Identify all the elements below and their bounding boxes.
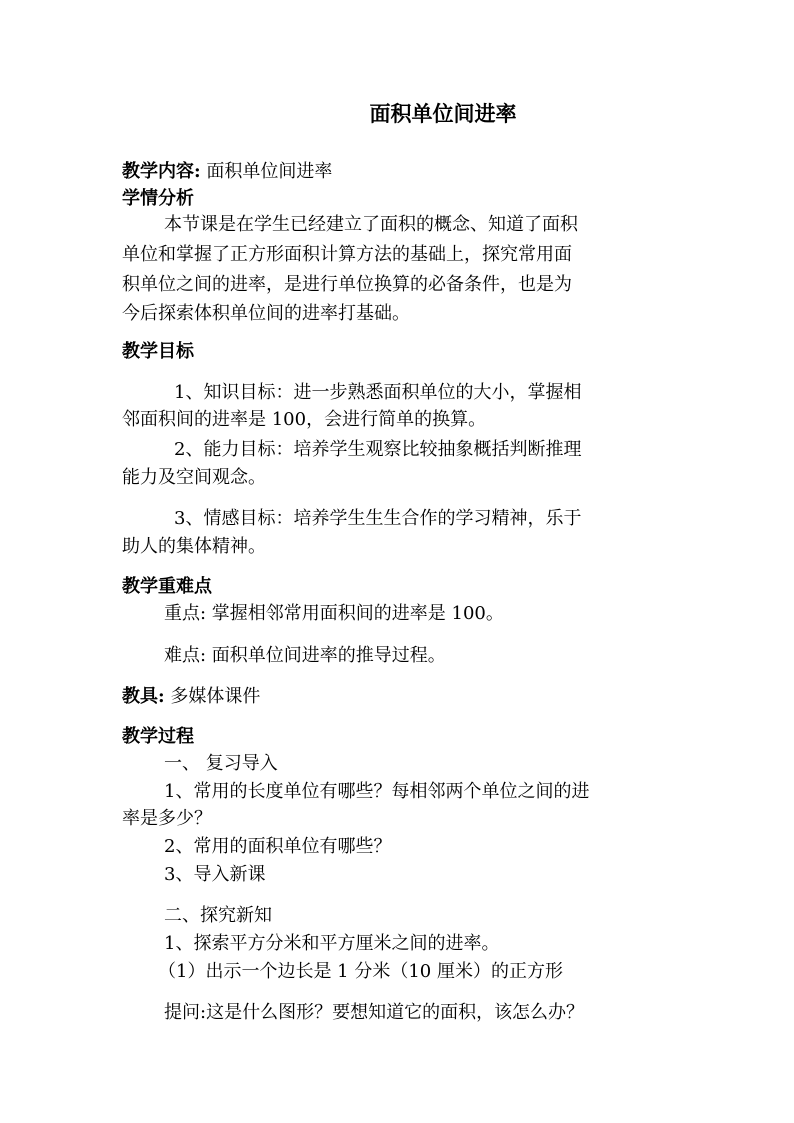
analysis-line: 今后探索体积单位间的进率打基础。 xyxy=(122,303,410,324)
teaching-content-label: 教学内容: xyxy=(122,161,201,182)
process-line: 1、常用的长度单位有哪些？每相邻两个单位之间的进 xyxy=(164,781,590,802)
process-line: 二、探究新知 xyxy=(164,905,272,926)
process-line: 3、导入新课 xyxy=(164,864,266,885)
goal-line: 2、能力目标：培养学生观察比较抽象概括判断推理 xyxy=(174,439,582,460)
teaching-content-line xyxy=(122,161,332,183)
analysis-line: 积单位之间的进率，是进行单位换算的必备条件，也是为 xyxy=(122,274,572,295)
teaching-tools-value: 多媒体课件 xyxy=(164,686,261,707)
section-heading-keypoints: 教学重难点 xyxy=(122,576,212,597)
analysis-line: 单位和掌握了正方形面积计算方法的基础上，探究常用面 xyxy=(122,244,572,265)
goal-line: 能力及空间观念。 xyxy=(122,467,266,488)
difficulty-line: 难点: 面积单位间进率的推导过程。 xyxy=(164,645,446,666)
section-heading-analysis: 学情分析 xyxy=(122,188,194,209)
section-heading-process: 教学过程 xyxy=(122,726,194,747)
process-line: （1）出示一个边长是 1 分米（10 厘米）的正方形 xyxy=(158,961,563,982)
document-title: 面积单位间进率 xyxy=(369,101,517,126)
process-line: 一、 复习导入 xyxy=(164,753,278,774)
goal-line: 3、情感目标：培养学生生生合作的学习精神，乐于 xyxy=(174,508,582,529)
goal-line: 1、知识目标：进一步熟悉面积单位的大小，掌握相 xyxy=(174,382,582,403)
analysis-line: 本节课是在学生已经建立了面积的概念、知道了面积 xyxy=(164,214,578,235)
teaching-tools-line xyxy=(122,686,260,708)
goal-line: 助人的集体精神。 xyxy=(122,536,266,557)
goal-line: 邻面积间的进率是 100，会进行简单的换算。 xyxy=(122,409,487,430)
process-line: 率是多少？ xyxy=(122,808,212,829)
key-point-line: 重点: 掌握相邻常用面积间的进率是 100。 xyxy=(164,603,504,624)
teaching-tools-label: 教具: xyxy=(122,686,165,707)
process-line: 提问:这是什么图形？要想知道它的面积，该怎么办？ xyxy=(164,1002,585,1023)
process-line: 1、探索平方分米和平方厘米之间的进率。 xyxy=(164,933,500,954)
section-heading-goals: 教学目标 xyxy=(122,341,194,362)
process-line: 2、常用的面积单位有哪些？ xyxy=(164,836,392,857)
teaching-content-value: 面积单位间进率 xyxy=(200,161,333,182)
